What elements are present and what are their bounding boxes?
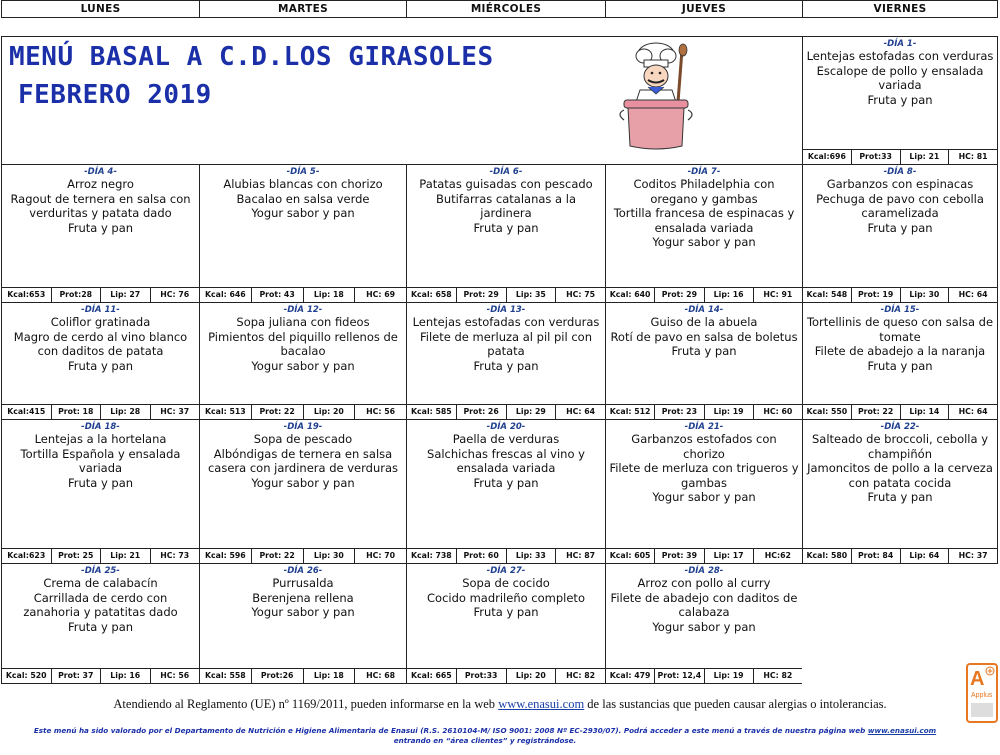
dish-list [606, 432, 802, 505]
menu-day-cell [1, 302, 200, 420]
day-label: -DÍA 14- [684, 305, 724, 315]
kcal-value: Kcal: 479 [609, 671, 651, 680]
nutrition-row [407, 668, 605, 683]
lipid-value: Lip: 20 [506, 669, 556, 683]
nutrition-row [606, 404, 802, 419]
carbs-value: HC: 64 [555, 405, 605, 419]
lipid-value: Lip: 14 [900, 405, 949, 419]
kcal-value: Kcal: 558 [205, 671, 246, 680]
enasui-link[interactable]: www.enasui.com [498, 697, 585, 711]
day-label: -DÍA 22- [880, 422, 920, 432]
svg-text:A: A [970, 668, 985, 690]
dish-list [200, 576, 406, 620]
svg-text:Applus: Applus [971, 692, 993, 699]
dish-item: Pechuga de pavo con cebolla caramelizada [816, 191, 984, 220]
lipid-value: Lip: 33 [506, 549, 556, 563]
kcal-value: Kcal: 738 [411, 551, 452, 560]
menu-day-cell [199, 302, 407, 420]
lipid-value: Lip: 17 [704, 549, 753, 563]
protein-value: Prot:33 [851, 150, 900, 164]
lipid-value: Lip: 27 [100, 288, 150, 302]
dish-list [407, 177, 605, 235]
menu-day-cell [802, 302, 998, 420]
header-viernes: VIERNES [802, 0, 998, 18]
nutrition-row [407, 404, 605, 419]
menu-day-cell [802, 164, 998, 303]
lipid-value: Lip: 18 [303, 288, 355, 302]
nutrition-row [2, 404, 199, 419]
carbs-value: HC: 69 [354, 288, 406, 302]
menu-day-cell [406, 419, 606, 564]
enasui-link-small[interactable]: www.enasui.com [867, 726, 937, 735]
carbs-value: HC: 64 [948, 288, 997, 302]
protein-value: Prot: 18 [51, 405, 101, 419]
carbs-value: HC: 37 [948, 549, 997, 563]
dish-list [606, 576, 802, 634]
nutrition-row [606, 548, 802, 563]
dish-list [803, 49, 997, 107]
carbs-value: HC: 75 [555, 288, 605, 302]
applus-logo-icon [968, 665, 996, 721]
dish-item: Lentejas a la hortelana [34, 432, 167, 446]
dish-item: Patatas guisadas con pescado [419, 177, 593, 191]
kcal-value: Kcal: 580 [806, 551, 848, 560]
dish-item: Crema de calabacín [43, 576, 158, 590]
nutrition-row [200, 548, 406, 563]
dish-item: Albóndigas de ternera en salsa casera con jardinera de verduras [207, 446, 399, 475]
lipid-value: Lip: 21 [900, 150, 949, 164]
dish-item: Guiso de la abuela [650, 315, 758, 329]
lipid-value: Lip: 20 [303, 405, 355, 419]
carbs-value: HC: 91 [753, 288, 802, 302]
dish-item: Garbanzos con espinacas [826, 177, 974, 191]
kcal-value: Kcal: 640 [609, 290, 651, 299]
dish-item: Escalope de pollo y ensalada variada [816, 63, 984, 92]
day-label: -DÍA 15- [880, 305, 920, 315]
kcal-value: Kcal: 513 [205, 407, 246, 416]
dish-item: Fruta y pan [867, 220, 933, 235]
dish-item: Berenjena rellena [252, 590, 354, 605]
kcal-value: Kcal: 605 [609, 551, 651, 560]
menu-day-cell [406, 164, 606, 303]
kcal-value: Kcal: 596 [205, 551, 246, 560]
dish-item: Sopa de pescado [253, 432, 353, 446]
day-label: -DÍA 18- [81, 422, 120, 432]
kcal-value: Kcal: 646 [205, 290, 246, 299]
day-label: -DÍA 26- [283, 566, 323, 576]
menu-day-cell [1, 419, 200, 564]
lipid-value: Lip: 29 [506, 405, 556, 419]
dish-list [200, 315, 406, 373]
dish-item: Carrillada de cerdo con zanahoria y patatitas dado [23, 590, 178, 619]
protein-value: Prot: 39 [654, 549, 703, 563]
nutrition-row [200, 287, 406, 302]
protein-value: Prot: 12,4 [654, 669, 703, 683]
kcal-value: Kcal: 665 [411, 671, 452, 680]
protein-value: Prot: 29 [456, 288, 506, 302]
protein-value: Prot:26 [251, 669, 303, 683]
carbs-value: HC: 76 [150, 288, 200, 302]
carbs-value: HC: 70 [354, 549, 406, 563]
dish-item: Fruta y pan [67, 619, 134, 634]
carbs-value: HC: 60 [753, 405, 802, 419]
menu-day-cell [199, 419, 407, 564]
day-label: -DÍA 27- [486, 566, 526, 576]
dish-item: Lentejas estofadas con verduras [412, 315, 600, 329]
valuation-text-after: entrando en “área clientes” y registrándose. [393, 736, 577, 745]
dish-item: Tortilla Española y ensalada variada [20, 446, 181, 475]
menu-month: FEBRERO 2019 [18, 80, 212, 110]
dish-list [200, 432, 406, 490]
dish-item: Bacalao en salsa verde [236, 191, 370, 206]
kcal-value: Kcal:623 [7, 551, 46, 560]
dish-item: Fruta y pan [867, 358, 933, 373]
allergen-notice [0, 697, 1000, 712]
dish-item: Fruta y pan [473, 358, 539, 373]
header-lunes: LUNES [1, 0, 200, 18]
carbs-value: HC: 68 [354, 669, 406, 683]
dish-item: Yogur sabor y pan [251, 475, 355, 490]
dish-item: Salteado de broccoli, cebolla y champiñón [811, 432, 989, 461]
dish-item: Ragout de ternera en salsa con verduritas y patata dado [10, 191, 191, 220]
header-martes: MARTES [199, 0, 407, 18]
dish-item: Sopa juliana con fideos [236, 315, 370, 329]
kcal-value: Kcal: 548 [806, 290, 848, 299]
dish-list [200, 177, 406, 221]
dish-list [2, 432, 199, 490]
menu-title: MENÚ BASAL A C.D.LOS GIRASOLES [9, 42, 494, 72]
lipid-value: Lip: 19 [704, 405, 753, 419]
menu-day-cell [605, 164, 803, 303]
dish-list [407, 576, 605, 620]
lipid-value: Lip: 35 [506, 288, 556, 302]
nutrition-row [606, 287, 802, 302]
carbs-value: HC: 56 [354, 405, 406, 419]
kcal-value: Kcal: 520 [5, 671, 47, 680]
dish-item: Purrusalda [272, 576, 334, 590]
dish-list [606, 315, 802, 359]
nutrition-row [2, 287, 199, 302]
carbs-value: HC: 37 [150, 405, 200, 419]
nutrition-row [407, 548, 605, 563]
dish-list [2, 177, 199, 235]
kcal-value: Kcal: 550 [806, 407, 848, 416]
dish-item: Fruta y pan [867, 92, 933, 107]
day-label: -DÍA 13- [486, 305, 526, 315]
lipid-value: Lip: 19 [704, 669, 753, 683]
nutrition-row [803, 287, 997, 302]
dish-item: Sopa de cocido [462, 576, 550, 590]
dish-item: Arroz con pollo al curry [637, 576, 771, 590]
protein-value: Prot: 26 [456, 405, 506, 419]
dish-item: Filete de merluza al pil pil con patata [420, 329, 592, 358]
dish-item: Garbanzos estofados con chorizo [631, 432, 777, 461]
dish-item: Filete de abadejo con daditos de calabaza [610, 590, 798, 619]
nutrition-row [803, 404, 997, 419]
dish-item: Yogur sabor y pan [251, 358, 355, 373]
allergen-text-before: Atendiendo al Reglamento (UE) nº 1169/2011, pueden informarse en la web [113, 697, 499, 711]
dish-item: Fruta y pan [473, 605, 539, 619]
dish-item: Fruta y pan [67, 220, 134, 235]
day-label: -DÍA 19- [283, 422, 323, 432]
lipid-value: Lip: 30 [303, 549, 355, 563]
dish-item: Fruta y pan [473, 220, 539, 235]
dish-list [407, 432, 605, 490]
header-miercoles: MIÉRCOLES [406, 0, 606, 18]
lipid-value: Lip: 64 [900, 549, 949, 563]
day-label: -DÍA 12- [283, 305, 323, 315]
menu-day-cell [1, 563, 200, 684]
menu-day-cell [1, 164, 200, 303]
protein-value: Prot: 22 [251, 549, 303, 563]
dish-list [803, 432, 997, 505]
dish-item: Fruta y pan [473, 475, 539, 490]
carbs-value: HC: 82 [555, 669, 605, 683]
protein-value: Prot: 60 [456, 549, 506, 563]
nutrition-row [2, 668, 199, 683]
day-label: -DÍA 4- [84, 167, 117, 177]
protein-value: Prot: 43 [251, 288, 303, 302]
dish-list [2, 576, 199, 634]
day-label: -DÍA 7- [687, 167, 721, 177]
nutrition-row [803, 548, 997, 563]
menu-day-cell [199, 563, 407, 684]
nutrition-row [803, 149, 997, 164]
day-label: -DÍA 28- [684, 566, 724, 576]
protein-value: Prot: 19 [851, 288, 900, 302]
carbs-value: HC: 87 [555, 549, 605, 563]
dish-item: Tortilla francesa de espinacas y ensalada variada [613, 206, 795, 235]
day-label: -DÍA 1- [883, 39, 917, 49]
menu-day-cell [605, 419, 803, 564]
menu-day-cell [605, 302, 803, 420]
dish-item: Coditos Philadelphia con oregano y gambas [633, 177, 775, 206]
nutrition-row [2, 548, 199, 563]
chef-illustration [610, 40, 705, 152]
dish-item: Filete de abadejo a la naranja [814, 344, 986, 358]
dish-item: Tortellinis de queso con salsa de tomate [806, 315, 994, 344]
nutrition-row [200, 404, 406, 419]
protein-value: Prot: 37 [51, 669, 101, 683]
menu-day-cell [802, 36, 998, 165]
dish-item: Magro de cerdo al vino blanco con daditos de patata [13, 329, 188, 358]
dish-item: Yogur sabor y pan [251, 206, 355, 220]
dish-list [803, 315, 997, 373]
applus-certification-logo [966, 663, 998, 723]
dish-item: Salchichas frescas al vino y ensalada variada [427, 446, 585, 475]
dish-list [803, 177, 997, 235]
nutrition-row [606, 668, 802, 683]
dish-item: Arroz negro [67, 177, 134, 191]
protein-value: Prot:33 [456, 669, 506, 683]
day-label: -DÍA 5- [286, 167, 320, 177]
lipid-value: Lip: 18 [303, 669, 355, 683]
lipid-value: Lip: 30 [900, 288, 949, 302]
carbs-value: HC: 64 [948, 405, 997, 419]
dish-item: Alubias blancas con chorizo [223, 177, 383, 191]
allergen-text-after: de las sustancias que pueden causar alergias o intolerancias. [584, 697, 887, 711]
dish-item: Jamoncitos de pollo a la cerveza con patata cocida [807, 461, 993, 490]
nutrition-row [407, 287, 605, 302]
dish-list [407, 315, 605, 373]
dish-item: Fruta y pan [867, 490, 933, 504]
valuation-notice [20, 726, 950, 746]
menu-day-cell [199, 164, 407, 303]
protein-value: Prot: 22 [251, 405, 303, 419]
protein-value: Prot:28 [51, 288, 101, 302]
lipid-value: Lip: 16 [100, 669, 150, 683]
dish-item: Butifarras catalanas a la jardinera [435, 191, 577, 220]
menu-day-cell [605, 563, 803, 684]
day-label: -DÍA 25- [81, 566, 120, 576]
menu-day-cell [406, 302, 606, 420]
day-label: -DÍA 8- [883, 167, 917, 177]
valuation-text-before: Este menú ha sido valorado por el Departamento de Nutrición e Higiene Alimentaria de Enasui (R.S. 2610104-M/ ISO 9001: 2008 Nº EC-2930/07). Podrá acceder a este menú a través de nuestra página web [33, 726, 868, 735]
carbs-value: HC: 73 [150, 549, 200, 563]
protein-value: Prot: 23 [654, 405, 703, 419]
dish-item: Fruta y pan [67, 358, 134, 373]
dish-item: Yogur sabor y pan [652, 235, 756, 249]
dish-item: Pimientos del piquillo rellenos de bacalao [208, 329, 398, 358]
day-label: -DÍA 21- [684, 422, 724, 432]
lipid-value: Lip: 21 [100, 549, 150, 563]
day-label: -DÍA 20- [486, 422, 526, 432]
lipid-value: Lip: 28 [100, 405, 150, 419]
menu-day-cell [802, 419, 998, 564]
dish-item: Filete de merluza con trigueros y gambas [609, 461, 799, 490]
dish-item: Fruta y pan [67, 475, 134, 490]
protein-value: Prot: 84 [851, 549, 900, 563]
dish-item: Yogur sabor y pan [652, 619, 756, 634]
header-jueves: JUEVES [605, 0, 803, 18]
carbs-value: HC:62 [753, 549, 802, 563]
kcal-value: Kcal:696 [807, 152, 846, 161]
protein-value: Prot: 22 [851, 405, 900, 419]
dish-item: Rotí de pavo en salsa de boletus [610, 329, 798, 344]
dish-item: Coliflor gratinada [50, 315, 151, 329]
kcal-value: Kcal: 585 [411, 407, 452, 416]
kcal-value: Kcal:653 [7, 290, 46, 299]
dish-item: Yogur sabor y pan [652, 490, 756, 504]
kcal-value: Kcal:415 [7, 407, 46, 416]
nutrition-row [200, 668, 406, 683]
kcal-value: Kcal: 512 [609, 407, 651, 416]
dish-item: Lentejas estofadas con verduras [806, 49, 994, 63]
dish-list [2, 315, 199, 373]
dish-item: Paella de verduras [452, 432, 560, 446]
menu-day-cell [406, 563, 606, 684]
dish-list [606, 177, 802, 250]
carbs-value: HC: 81 [948, 150, 997, 164]
dish-item: Fruta y pan [671, 344, 737, 358]
lipid-value: Lip: 16 [704, 288, 753, 302]
dish-item: Yogur sabor y pan [251, 605, 355, 619]
carbs-value: HC: 82 [753, 669, 802, 683]
protein-value: Prot: 29 [654, 288, 703, 302]
dish-item: Cocido madrileño completo [427, 590, 585, 605]
carbs-value: HC: 56 [150, 669, 200, 683]
day-label: -DÍA 6- [489, 167, 523, 177]
protein-value: Prot: 25 [51, 549, 101, 563]
kcal-value: Kcal: 658 [411, 290, 452, 299]
day-label: -DÍA 11- [81, 305, 120, 315]
